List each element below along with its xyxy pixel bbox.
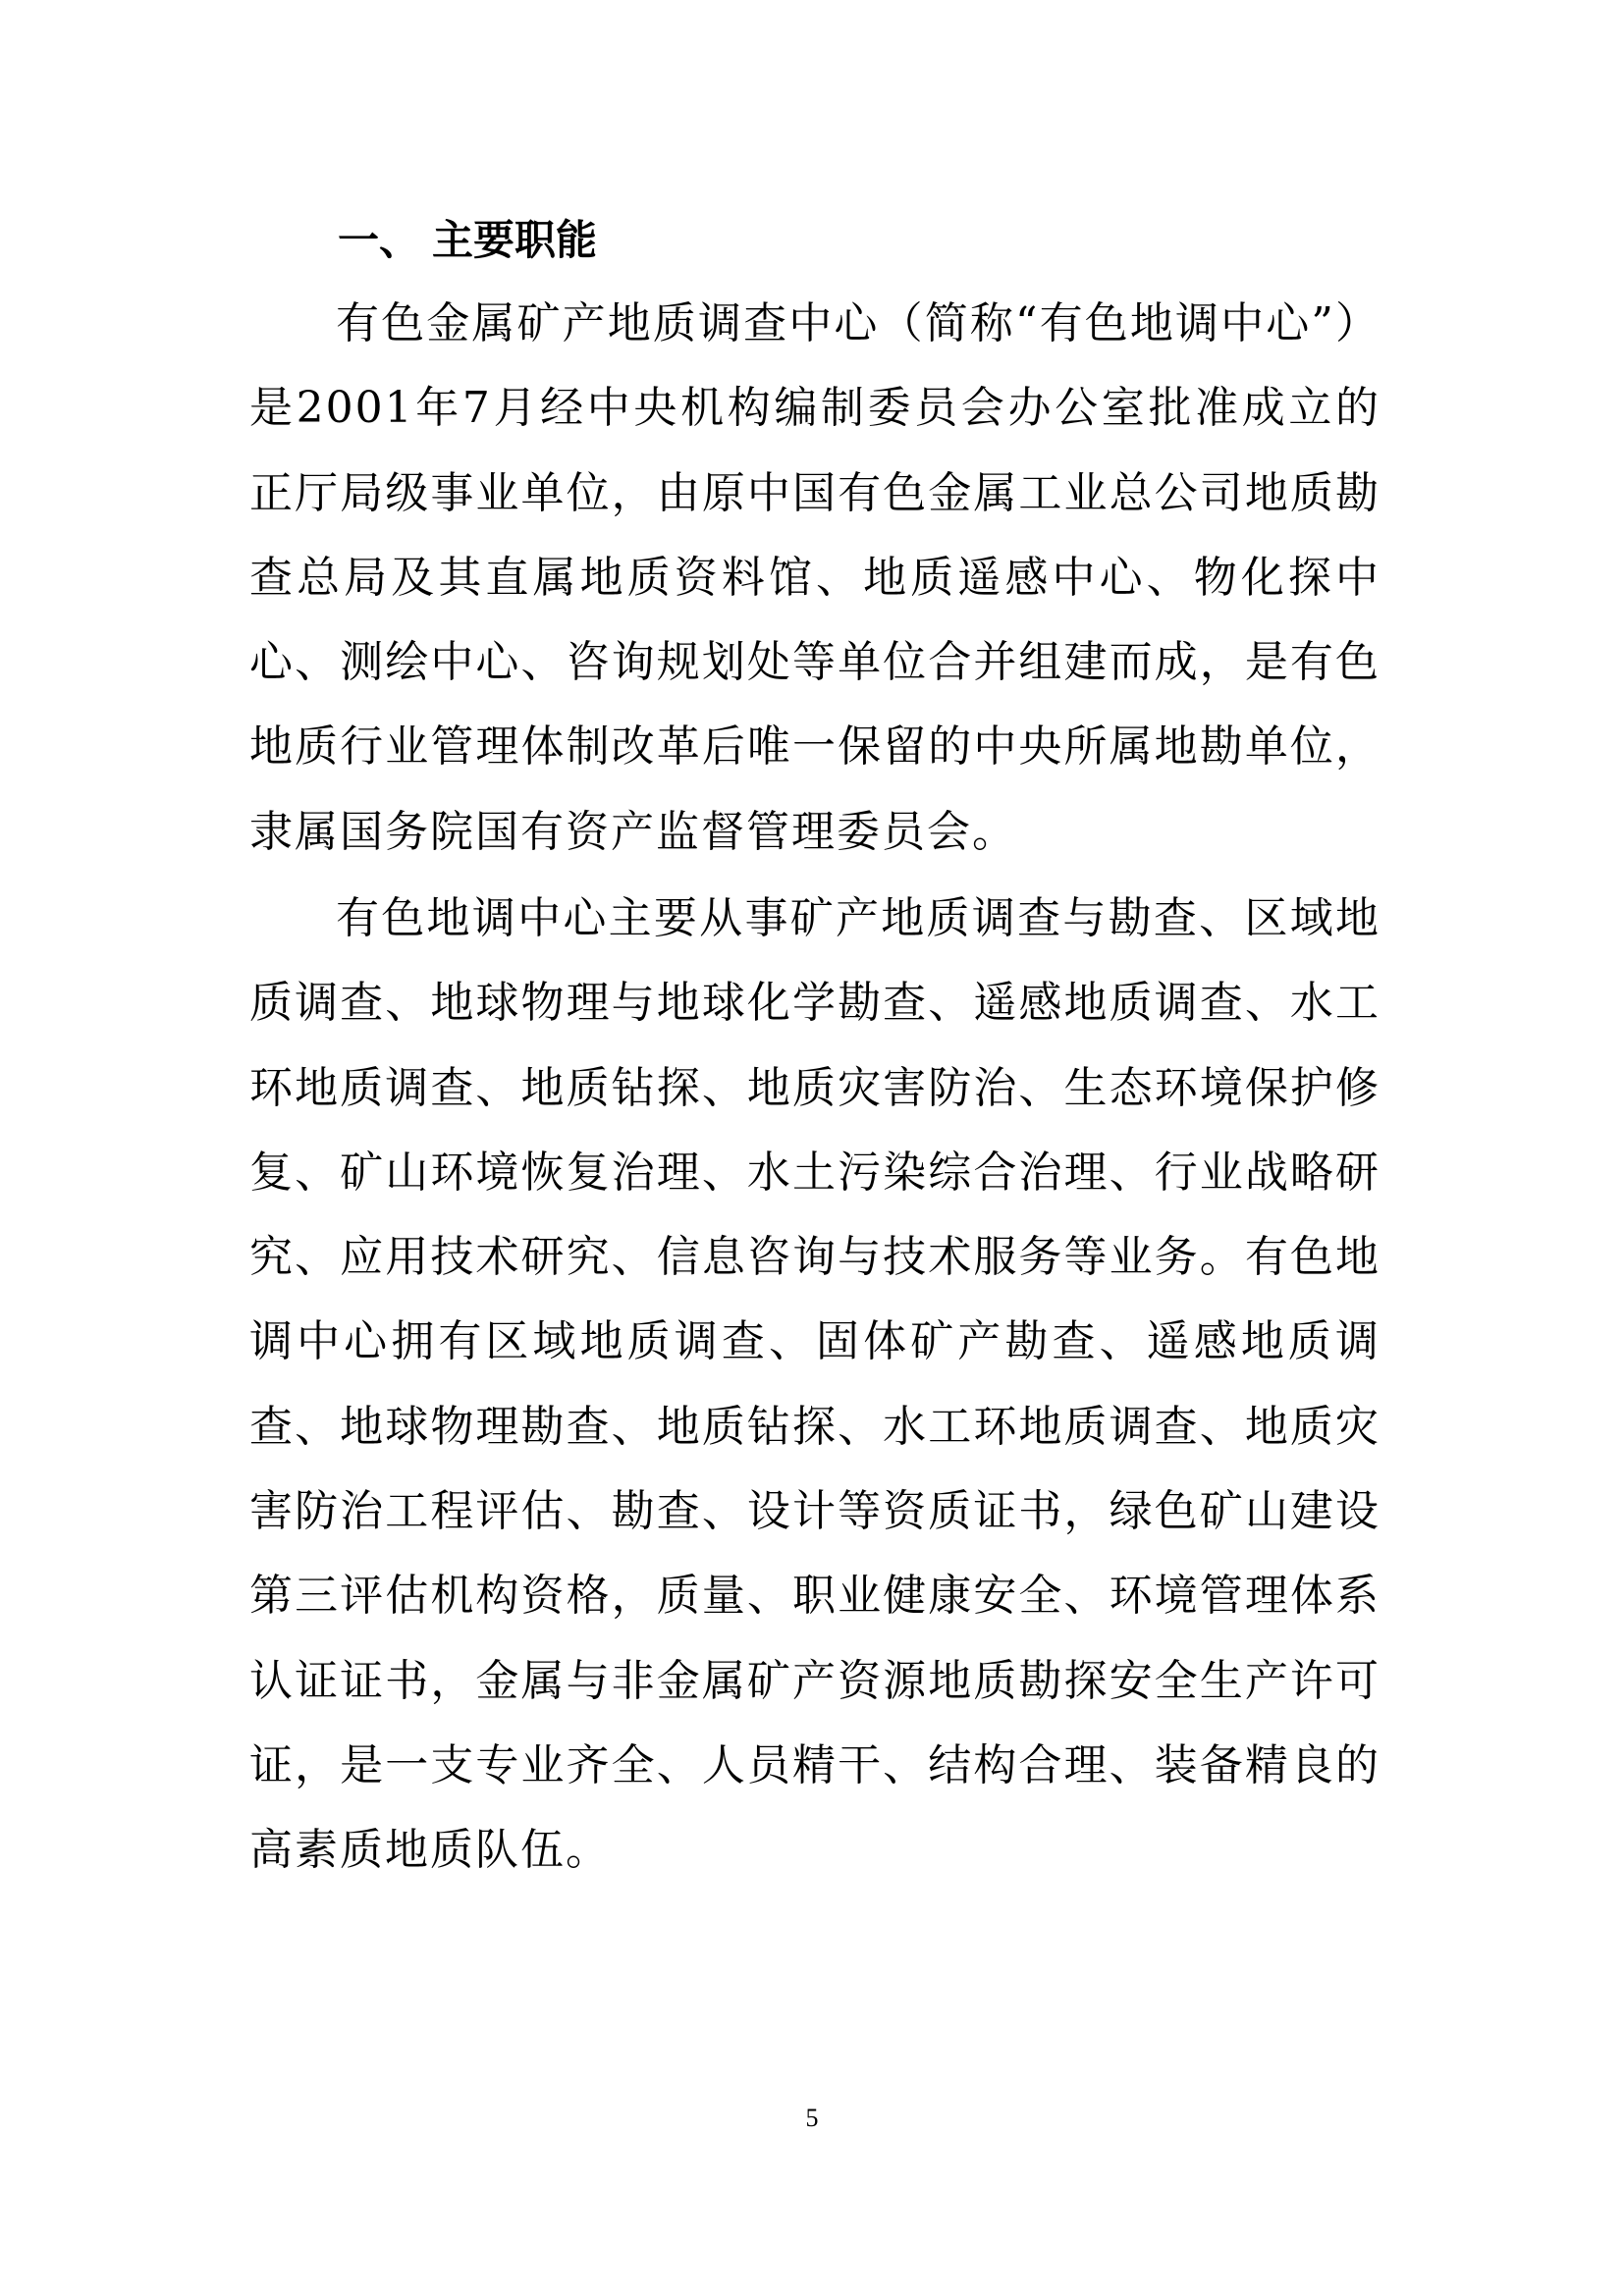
page-number: 5: [805, 2104, 819, 2132]
section-number: 一、: [338, 216, 421, 264]
section-title: 主要职能: [432, 216, 598, 264]
paragraph-business-scope: 有色地调中心主要从事矿产地质调查与勘查、区域地质调查、地球物理与地球化学勘查、遥感地质调查、水工环地质调查、地质钻探、地质灾害防治、生态环境保护修复、矿山环境恢复治理、水土污染综合治理、行业战略研究、应用技术研究、信息咨询与技术服务等业务。有色地调中心拥有区域地质调查、固体矿产勘查、遥感地质调查、地球物理勘查、地质钻探、水工环地质调查、地质灾害防治工程评估、勘查、设计等资质证书，绿色矿山建设第三评估机构资格，质量、职业健康安全、环境管理体系认证证书，金属与非金属矿产资源地质勘探安全生产许可证，是一支专业齐全、人员精干、结构合理、装备精良的高素质地质队伍。: [249, 893, 1380, 1876]
section-heading: [338, 211, 597, 270]
paragraph-overview: 有色金属矿产地质调查中心（简称“有色地调中心”）是2001年7月经中央机构编制委员会办公室批准成立的正厅局级事业单位，由原中国有色金属工业总公司地质勘查总局及其直属地质资料馆、地质遥感中心、物化探中心、测绘中心、咨询规划处等单位合并组建而成，是有色地质行业管理体制改革后唯一保留的中央所属地勘单位，隶属国务院国有资产监督管理委员会。: [249, 298, 1380, 857]
